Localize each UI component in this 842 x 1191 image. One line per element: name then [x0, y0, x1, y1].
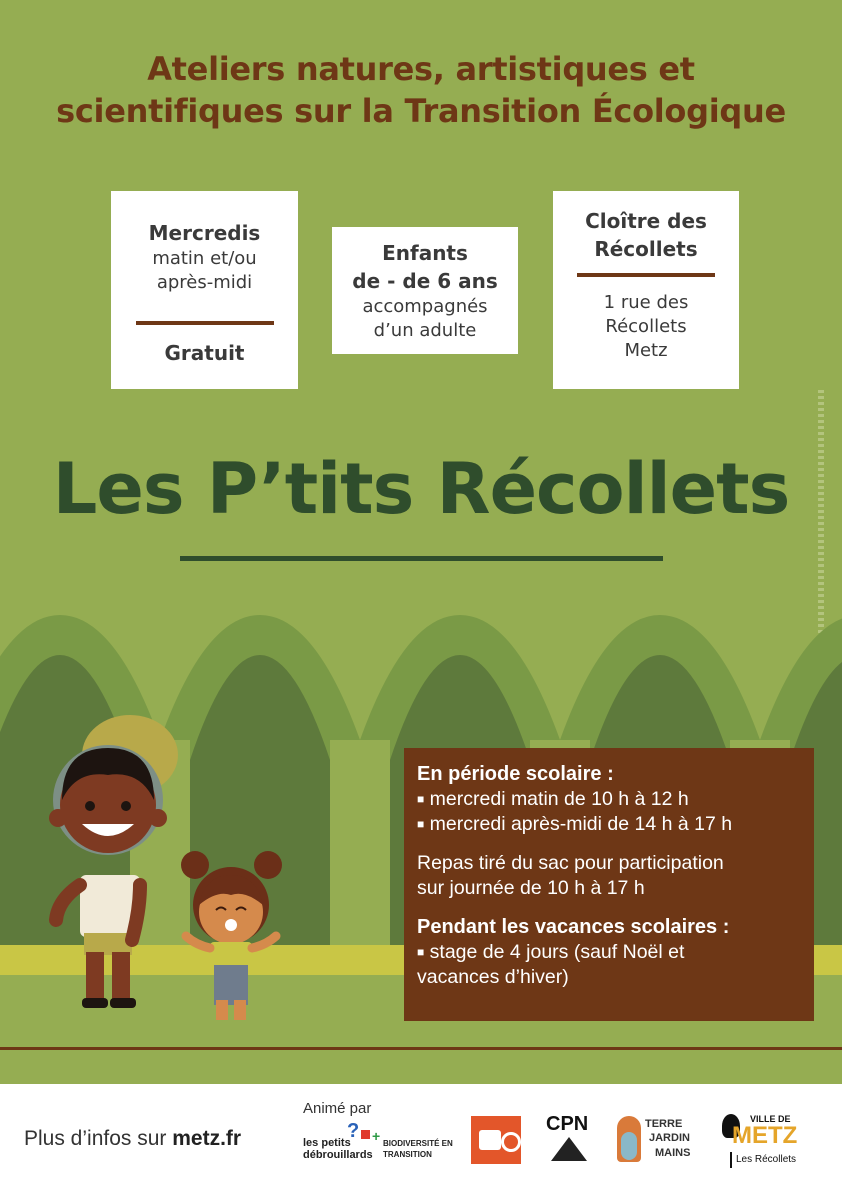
school-item-2: ■ mercredi après-midi de 14 h à 17 h: [417, 813, 733, 835]
bullet-icon: ■: [417, 817, 425, 831]
animated-by-label: Animé par: [303, 1100, 372, 1117]
hand-icon-2: [621, 1132, 637, 1160]
card-location: [553, 191, 739, 389]
triangle-icon: [551, 1137, 587, 1161]
card-schedule-line-1: matin et/ou: [152, 248, 257, 269]
circle-icon: [501, 1132, 521, 1152]
more-info: Plus d’infos sur metz.fr: [24, 1127, 242, 1150]
card-location-line-3: Metz: [624, 340, 668, 361]
card-audience-line-1: accompagnés: [362, 296, 488, 317]
meal-line-2: sur journée de 10 h à 17 h: [417, 877, 645, 899]
card-schedule-divider: [136, 321, 274, 325]
bullet-icon: ■: [417, 792, 425, 806]
header-line-2: scientifiques sur la Transition Écologique: [56, 92, 786, 130]
meal-line-1: Repas tiré du sac pour participation: [417, 852, 724, 874]
school-item-1: ■ mercredi matin de 10 h à 12 h: [417, 788, 689, 810]
card-location-title-1: Cloître des: [585, 209, 707, 233]
card-schedule-line-2: après-midi: [156, 272, 253, 293]
divider: [730, 1152, 732, 1168]
minus-icon: [361, 1130, 370, 1139]
holiday-heading: Pendant les vacances scolaires :: [417, 916, 730, 938]
holiday-item: ■ stage de 4 jours (sauf Noël et: [417, 941, 685, 963]
ville-de-metz-logo: VILLE DE METZ Les Récollets: [720, 1112, 816, 1170]
card-location-line-2: Récollets: [605, 316, 687, 337]
card-location-title-2: Récollets: [594, 237, 698, 261]
holiday-item-cont: vacances d’hiver): [417, 966, 569, 988]
terre-jardin-mains-logo: TERRE JARDIN MAINS: [617, 1114, 697, 1166]
main-title-rule: [180, 556, 663, 561]
house-icon: [479, 1130, 501, 1150]
card-audience: [332, 227, 518, 354]
plus-icon: +: [372, 1128, 381, 1144]
orange-partner-logo: [471, 1116, 521, 1164]
card-audience-title-2: de - de 6 ans: [352, 269, 498, 293]
school-period-heading: En période scolaire :: [417, 763, 614, 785]
card-location-divider: [577, 273, 715, 277]
bullet-icon: ■: [417, 945, 425, 959]
card-audience-line-2: d’un adulte: [373, 320, 477, 341]
metz-link[interactable]: metz.fr: [172, 1127, 242, 1150]
card-schedule-title: Mercredis: [148, 221, 261, 245]
schedule-info-box: [404, 748, 814, 1021]
header-title: [0, 48, 842, 132]
main-title: Les P’tits Récollets: [52, 448, 790, 530]
petits-debrouillards-logo: ? + les petits débrouillards BIODIVERSITÉ EN TRANSITION: [303, 1120, 453, 1161]
card-location-line-1: 1 rue des: [603, 292, 689, 313]
card-audience-title-1: Enfants: [382, 241, 468, 265]
question-icon: ?: [347, 1120, 360, 1142]
card-schedule-price: Gratuit: [164, 341, 245, 365]
card-schedule: [111, 191, 298, 389]
cpn-logo: CPN: [546, 1113, 592, 1165]
header-line-1: Ateliers natures, artistiques et: [147, 50, 695, 88]
